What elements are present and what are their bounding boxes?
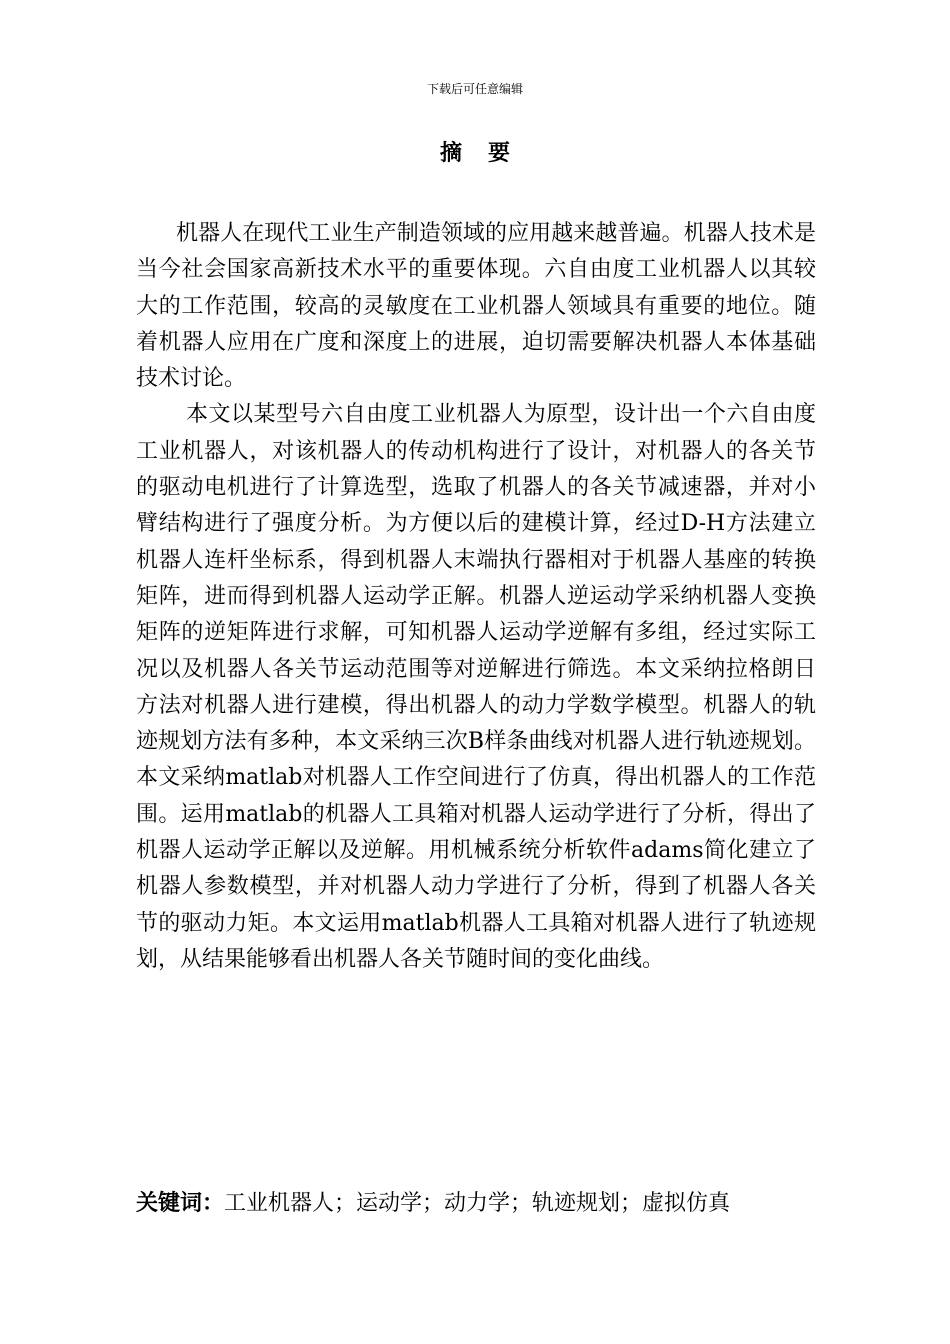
- keywords-label: 关键词：: [136, 1190, 225, 1216]
- abstract-paragraph-2: 本文以某型号六自由度工业机器人为原型，设计出一个六自由度工业机器人，对该机器人的传动机构进行了设计，对机器人的各关节的驱动电机进行了计算选型，选取了机器人的各关节减速器，并对小臂结构进行了强度分析。为方便以后的建模计算，经过D-H方法建立机器人连杆坐标系，得到机器人末端执行器相对于机器人基座的转换矩阵，进而得到机器人运动学正解。机器人逆运动学采纳机器人变换矩阵的逆矩阵进行求解，可知机器人运动学逆解有多组，经过实际工况以及机器人各关节运动范围等对逆解进行筛选。本文采纳拉格朗日方法对机器人进行建模，得出机器人的动力学数学模型。机器人的轨迹规划方法有多种，本文采纳三次B样条曲线对机器人进行轨迹规划。本文采纳matlab对机器人工作空间进行了仿真，得出机器人的工作范围。运用matlab的机器人工具箱对机器人运动学进行了分析，得出了机器人运动学正解以及逆解。用机械系统分析软件adams简化建立了机器人参数模型，并对机器人动力学进行了分析，得到了机器人各关节的驱动力矩。本文运用matlab机器人工具箱对机器人进行了轨迹规划，从结果能够看出机器人各关节随时间的变化曲线。: [136, 402, 816, 972]
- abstract-body: [136, 216, 816, 978]
- abstract-paragraph-1: 机器人在现代工业生产制造领域的应用越来越普遍。机器人技术是当今社会国家高新技术水平的重要体现。六自由度工业机器人以其较大的工作范围，较高的灵敏度在工业机器人领域具有重要的地位。随着机器人应用在广度和深度上的进展，迫切需要解决机器人本体基础技术讨论。: [136, 221, 816, 392]
- page-title: 摘要: [439, 140, 536, 166]
- keywords-line: [136, 1185, 816, 1222]
- header-note: 下载后可任意编辑: [426, 82, 523, 96]
- keywords-text: 工业机器人；运动学；动力学；轨迹规划；虚拟仿真: [224, 1191, 731, 1216]
